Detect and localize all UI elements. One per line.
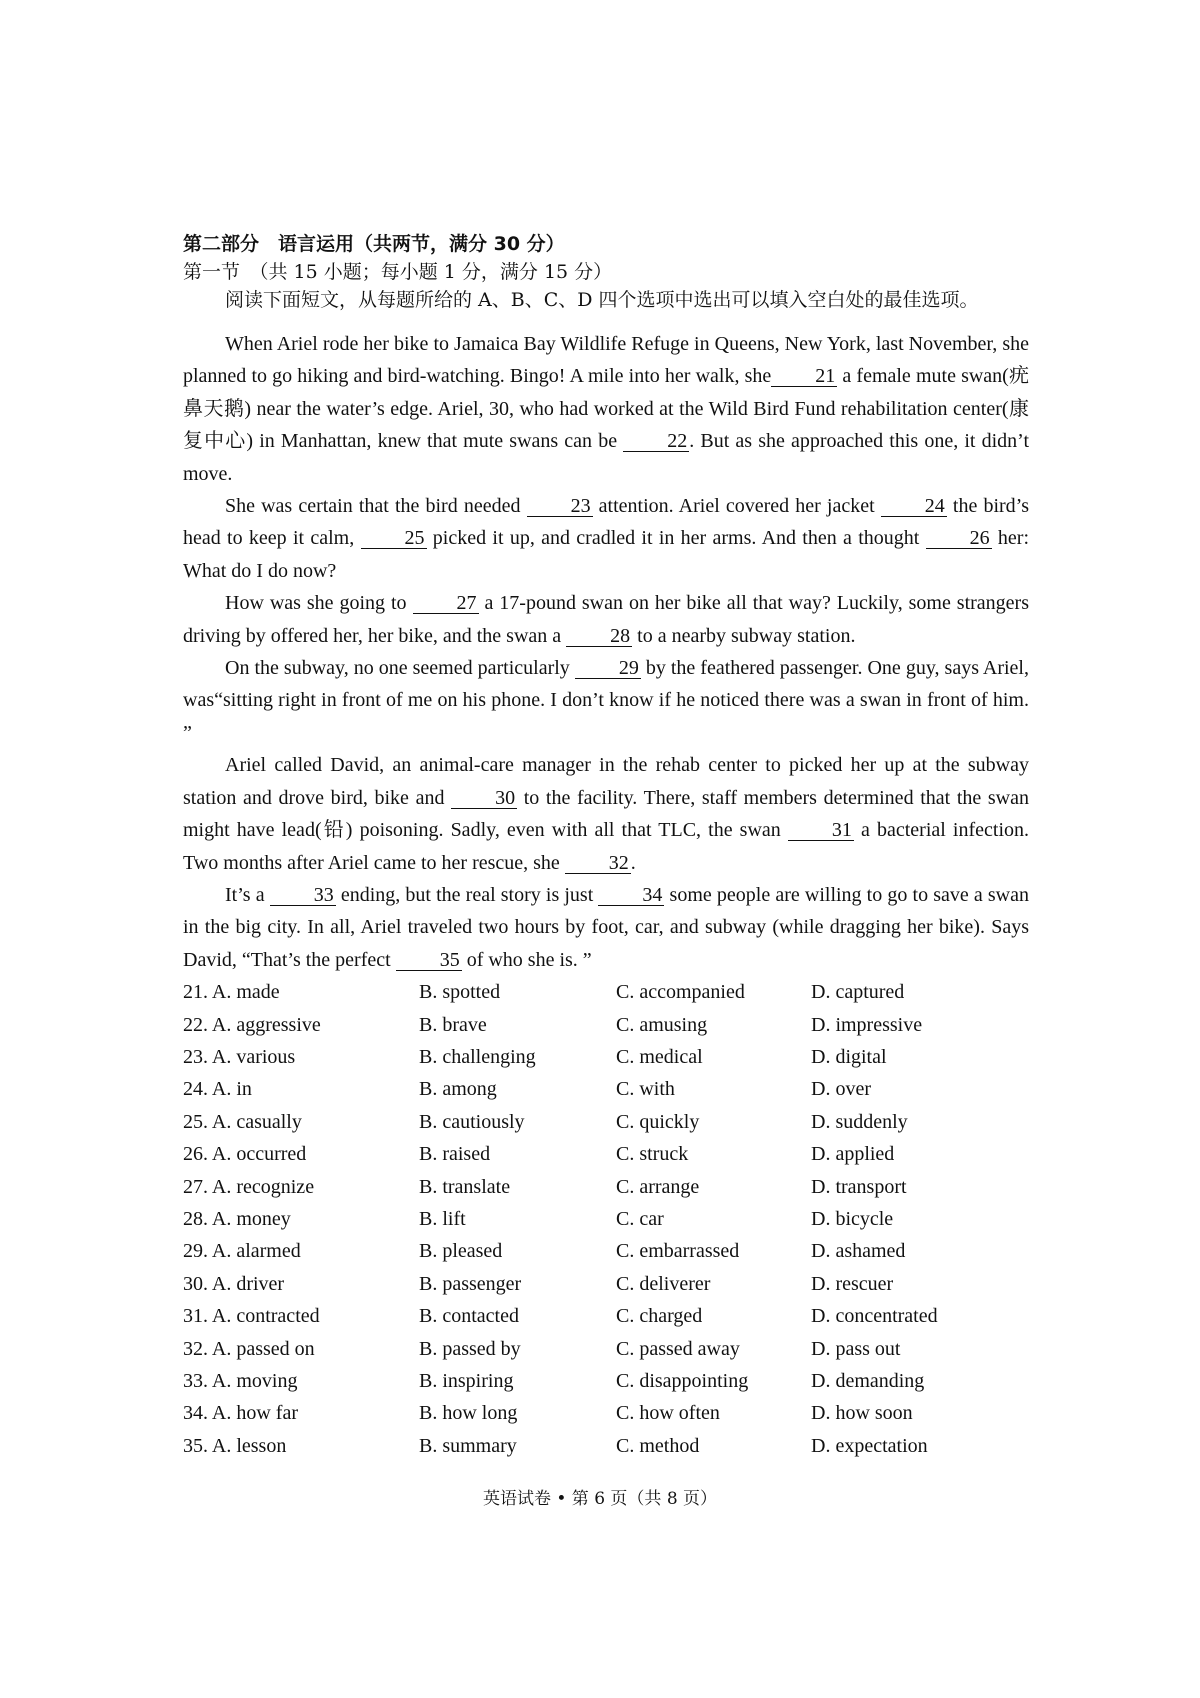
page-footer: 英语试卷 • 第 6 页（共 8 页） [482,1489,718,1509]
instruction: 阅读下面短文，从每题所给的 A、B、C、D 四个选项中选出可以填入空白处的最佳选项。 [225,289,979,311]
blank-21: 21 [771,366,837,387]
option-a: 25. A. casually [183,1110,302,1133]
option-a: 30. A. driver [183,1272,285,1295]
option-c: C. car [616,1207,664,1230]
passage-text: Ariel called David, an animal-care manager in the rehab center to picked her up at the subway station and drove bird, bike and [183,754,1029,809]
option-c: C. arrange [616,1175,700,1198]
option-row [183,1430,1029,1462]
passage-text: to the facility. There, staff members determined that the swan might have lead(铅) poisoning. Sadly, even with all that TLC, the swan [183,786,1029,842]
option-c: C. how often [616,1402,720,1425]
option-c: C. quickly [616,1110,700,1133]
option-d: D. over [811,1078,871,1101]
option-row [183,1203,1029,1235]
option-c: C. accompanied [616,981,745,1004]
option-a: 34. A. how far [183,1402,298,1425]
option-row [183,976,1029,1008]
option-d: D. concentrated [811,1305,938,1328]
option-b: B. passenger [419,1272,522,1295]
option-b: B. pleased [419,1240,503,1263]
option-row [183,1073,1029,1105]
option-b: B. translate [419,1175,511,1198]
option-a: 22. A. aggressive [183,1013,321,1036]
option-c: C. amusing [616,1013,708,1036]
option-d: D. demanding [811,1370,925,1392]
option-d: D. digital [811,1045,887,1068]
option-row [183,1397,1029,1429]
option-row [183,1235,1029,1267]
option-d: D. transport [811,1175,907,1198]
blank-23: 23 [527,496,593,517]
passage-text: the bird’s head to keep it calm, [183,495,1029,550]
option-c: C. embarrassed [616,1240,740,1263]
option-row [183,1041,1029,1073]
passage-text: . But as she approached this one, it didn’t move. [183,430,1030,485]
option-c: C. deliverer [616,1272,711,1295]
option-b: B. passed by [419,1337,521,1360]
blank-29: 29 [575,658,641,679]
passage-text: a bacterial infection. Two months after Ariel came to her rescue, she [183,819,1029,874]
cloze-passage [183,328,1029,976]
passage-text: How was she going to [225,592,413,615]
option-d: D. expectation [811,1434,928,1457]
option-a: 29. A. alarmed [183,1240,301,1263]
option-a: 23. A. various [183,1045,296,1068]
option-a: 35. A. lesson [183,1434,287,1457]
option-b: B. cautiously [419,1110,525,1133]
part-title: 第二部分 语言运用（共两节，满分 30 分） [183,233,565,255]
option-b: B. challenging [419,1045,536,1068]
passage-text: . [630,851,636,874]
passage-text: by the feathered passenger. One guy, says Ariel, was“sitting right in front of me on his phone. I don’t know if he noticed there was a swan in front of him. ” [183,657,1029,744]
option-b: B. spotted [419,981,501,1004]
option-a: 24. A. in [183,1078,252,1101]
passage-paragraph [183,652,1029,749]
blank-26: 26 [926,528,992,549]
option-d: D. suddenly [811,1110,908,1133]
option-c: C. disappointing [616,1370,749,1392]
option-d: D. bicycle [811,1207,894,1230]
option-a: 27. A. recognize [183,1175,315,1198]
passage-text: ending, but the real story is just [335,883,599,906]
passage-text: to a nearby subway station. [632,624,856,647]
option-d: D. applied [811,1143,895,1166]
passage-text: her: What do I do now? [183,527,1030,582]
option-d: D. impressive [811,1013,923,1036]
option-row [183,1268,1029,1300]
option-row [183,1009,1029,1041]
passage-text: attention. Ariel covered her jacket [592,495,881,518]
blank-34: 34 [598,885,664,906]
option-b: B. inspiring [419,1370,514,1392]
passage-paragraph [183,490,1029,587]
option-row [183,1365,1029,1397]
option-a: 21. A. made [183,981,280,1004]
option-row [183,1138,1029,1170]
option-row [183,1333,1029,1365]
option-a: 31. A. contracted [183,1305,320,1328]
passage-paragraph [183,328,1029,490]
option-c: C. medical [616,1045,703,1068]
option-b: B. summary [419,1434,517,1457]
option-b: B. among [419,1078,497,1101]
passage-text: a female mute swan(疣鼻天鹅) near the water’s edge. Ariel, 30, who had worked at the Wild Bird Fund rehabilitation center(康复中心) in Manhattan, knew that mute swans can be [183,365,1029,453]
passage-paragraph [183,749,1029,879]
passage-text: When Ariel rode her bike to Jamaica Bay Wildlife Refuge in Queens, New York, last November, she planned to go hiking and bird-watching. Bingo! A mile into her walk, she [183,333,1029,388]
blank-31: 31 [788,820,854,841]
section-title: 第一节 （共 15 小题；每小题 1 分，满分 15 分） [183,261,613,283]
option-a: 28. A. money [183,1207,291,1230]
option-b: B. how long [419,1402,518,1425]
options-table [183,976,1029,1462]
passage-text: It’s a [225,883,270,906]
passage-text: of who she is. ” [461,948,592,971]
option-b: B. brave [419,1013,487,1036]
option-row [183,1300,1029,1332]
blank-32: 32 [565,853,631,874]
option-a: 33. A. moving [183,1370,298,1392]
passage-text: some people are willing to go to save a swan in the big city. In all, Ariel traveled two hours by foot, car, and subway (while dragging her bike). Says David, “That’s the perfect [183,883,1029,971]
option-d: D. pass out [811,1337,901,1360]
option-row [183,1171,1029,1203]
option-b: B. raised [419,1143,491,1166]
blank-35: 35 [396,950,462,971]
passage-text: picked it up, and cradled it in her arms. And then a thought [426,527,926,550]
blank-25: 25 [361,528,427,549]
passage-text: a 17-pound swan on her bike all that way? Luckily, some strangers driving by offered her, her bike, and the swan a [183,592,1029,647]
passage-text: She was certain that the bird needed [225,495,527,518]
blank-27: 27 [413,593,479,614]
passage-paragraph [183,879,1029,976]
option-d: D. ashamed [811,1240,906,1263]
option-b: B. contacted [419,1305,519,1328]
blank-28: 28 [566,626,632,647]
option-c: C. method [616,1434,700,1457]
option-a: 32. A. passed on [183,1337,315,1360]
blank-33: 33 [270,885,336,906]
blank-22: 22 [623,431,689,452]
blank-30: 30 [451,788,517,809]
option-a: 26. A. occurred [183,1143,307,1166]
option-c: C. charged [616,1305,703,1328]
option-c: C. struck [616,1143,689,1166]
option-c: C. passed away [616,1337,740,1360]
option-c: C. with [616,1078,675,1101]
option-b: B. lift [419,1207,466,1230]
option-row [183,1106,1029,1138]
passage-paragraph [183,587,1029,652]
blank-24: 24 [881,496,947,517]
passage-text: On the subway, no one seemed particularly [225,657,575,680]
option-d: D. rescuer [811,1272,894,1295]
option-d: D. how soon [811,1402,913,1425]
exam-page [183,230,1029,1462]
option-d: D. captured [811,981,905,1004]
